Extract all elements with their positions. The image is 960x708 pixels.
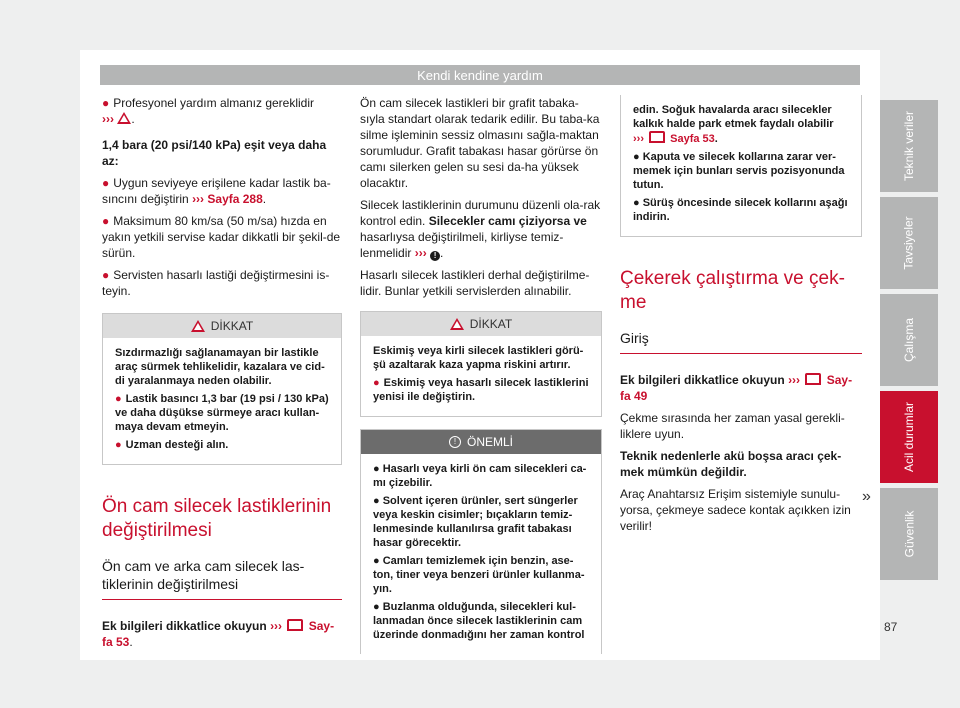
warning-box-header	[361, 312, 601, 336]
bullet-icon: ●	[633, 151, 640, 163]
arrows-icon: ›››	[633, 133, 644, 145]
paragraph: Ön cam silecek lastikleri bir grafit tabaka-sıyla standart olarak tedarik edilir. Bu taba-ka silme işleminin sessiz olmasını sağla-maktan sorumludur. Grafit tabakası hasar görürse ön camı silerken gelen su sesi da-ha yüksek olacaktır.	[360, 96, 600, 190]
arrows-icon: ›››	[270, 619, 283, 633]
continued-marker: »	[862, 488, 871, 505]
notice-box	[360, 429, 602, 654]
bullet-icon: ●	[115, 393, 122, 405]
warning-text: Eskimiş veya kirli silecek lastikleri görü-şü azaltarak kaza yapma riskini artırır.	[373, 345, 584, 371]
bullet-icon: ●	[102, 96, 110, 110]
tab-label: Acil durumlar	[902, 401, 916, 473]
warning-bullet	[115, 392, 331, 434]
notice-box-body	[361, 454, 601, 654]
notice-bullet	[373, 462, 591, 490]
notice-icon: !	[449, 436, 461, 448]
subsection-title: Giriş	[620, 329, 862, 354]
page-link[interactable]: Sayfa 53	[670, 133, 715, 145]
bullet-max-speed	[102, 213, 342, 261]
notice-bullet	[633, 196, 851, 224]
notice-bullet	[633, 150, 851, 192]
tab-label: Teknik veriler	[902, 110, 916, 182]
book-icon	[649, 131, 665, 143]
text: Solvent içeren ürünler, sert süngerler veya keskin cisimler; bıçakların temiz-lenmesinde kullanılırsa grafit tabakası hasar görecektir.	[373, 495, 578, 549]
warning-box	[360, 311, 602, 417]
text: Uzman desteği alın.	[125, 439, 229, 451]
text: Profesyonel yardım almanız gereklidir	[113, 96, 314, 110]
tab-calisma[interactable]	[880, 294, 938, 386]
paragraph: Teknik nedenlerle akü boşsa aracı çek-mek mümkün değildir.	[620, 449, 842, 479]
subsection-title: Ön cam ve arka cam silecek las-tiklerinin değiştirilmesi	[102, 557, 342, 600]
tab-acil-durumlar[interactable]	[880, 391, 938, 483]
notice-title: ÖNEMLİ	[466, 435, 513, 449]
warning-box	[102, 313, 342, 465]
text: Silecek lastiklerinin durumunu düzenli ola-rak kontrol edin.	[360, 198, 601, 228]
paragraph: Hasarlı silecek lastikleri derhal değiştirilme-lidir. Bunlar yetkili servislerden alınabilir.	[360, 268, 590, 298]
warning-box-header	[103, 314, 341, 338]
text: .	[129, 635, 133, 649]
text: Lastik basıncı 1,3 bar (19 psi / 130 kPa) ve daha düşükse sürmeye aracı kullan-maya devam etmeyin.	[115, 393, 329, 433]
text: hasarlıysa değiştirilmeli, kirliyse temiz-lenmelidir	[360, 230, 564, 260]
warning-icon	[191, 320, 205, 332]
reference-line	[620, 372, 862, 404]
paragraph	[360, 197, 602, 261]
bullet-adjust-pressure	[102, 175, 342, 207]
warning-title: DİKKAT	[469, 317, 513, 331]
notice-box-continued	[620, 95, 862, 237]
text: .	[714, 133, 718, 145]
tab-label: Tavsiyeler	[901, 216, 916, 270]
arrows-icon: ›››	[414, 246, 427, 260]
bullet-icon: ●	[633, 197, 640, 209]
text: Hasarlı veya kirli ön cam silecekleri ca-mı çizebilir.	[373, 463, 587, 489]
text: Camları temizlemek için benzin, ase-ton, tiner veya benzeri ürünler kullanma-yın.	[373, 555, 585, 595]
page-number: 87	[884, 620, 898, 634]
page-link[interactable]: Say-fa 49	[620, 373, 853, 403]
notice-bullet	[373, 600, 591, 642]
text: .	[131, 112, 135, 126]
bullet-professional-help	[102, 95, 342, 127]
text: Ek bilgileri dikkatlice okuyun	[102, 619, 267, 633]
text: Ek bilgileri dikkatlice okuyun	[620, 373, 785, 387]
warning-icon	[450, 318, 464, 330]
notice-continued	[633, 103, 851, 146]
header-title: Kendi kendine yardım	[417, 67, 543, 83]
book-icon	[805, 373, 821, 385]
page-header	[100, 65, 860, 85]
column-2	[360, 95, 602, 654]
tab-teknik-veriler[interactable]	[880, 100, 938, 192]
bullet-icon: ●	[373, 495, 380, 507]
warning-bullet	[373, 376, 591, 404]
tab-label: Güvenlik	[902, 510, 916, 558]
text: Eskimiş veya hasarlı silecek lastiklerini yenisi ile değiştirin.	[373, 377, 589, 403]
bullet-service	[102, 267, 342, 299]
info-icon[interactable]: !	[430, 251, 440, 261]
text: Silecekler camı çiziyorsa ve	[428, 214, 587, 228]
tab-tavsiyeler[interactable]	[880, 197, 938, 289]
reference-line	[102, 618, 342, 650]
warning-title: DİKKAT	[210, 319, 254, 333]
warning-box-body	[361, 336, 601, 416]
warning-bullet	[115, 438, 331, 452]
text: Uygun seviyeye erişilene kadar lastik ba-sıncını değiştirin	[102, 176, 331, 206]
text: .	[262, 192, 267, 206]
tab-label: Çalışma	[901, 317, 916, 363]
section-title: Ön cam silecek lastiklerinin değiştirilmesi	[102, 496, 332, 541]
arrows-icon: ›››	[788, 373, 801, 387]
text: Sürüş öncesinde silecek kollarını aşağı indirin.	[633, 197, 848, 223]
bullet-icon: ●	[373, 601, 380, 613]
bullet-icon: ●	[102, 176, 110, 190]
bullet-icon: ●	[373, 555, 380, 567]
arrows-icon: ›››	[192, 192, 205, 206]
pressure-heading: 1,4 bara (20 psi/140 kPa) eşit veya daha az:	[102, 138, 327, 168]
warning-text: Sızdırmazlığı sağlanamayan bir lastikle araç sürmek tehlikelidir, kazalara ve cid-di yaralanmaya neden olabilir.	[115, 347, 325, 387]
text: edin. Soğuk havalarda aracı silecekler kalkık halde park etmek faydalı olabilir	[633, 104, 834, 130]
text: Buzlanma olduğunda, silecekleri kul-lanmadan önce silecek lastiklerinin cam üzerinde donmadığını her zaman kontrol	[373, 601, 585, 641]
column-1	[102, 95, 342, 656]
text: Servisten hasarlı lastiği değiştirmesini is-teyin.	[102, 268, 330, 298]
bullet-icon: ●	[373, 463, 380, 475]
page-link[interactable]: Sayfa 288	[207, 192, 263, 206]
notice-box-header	[361, 430, 601, 454]
book-icon	[287, 619, 303, 631]
text: Maksimum 80 km/sa (50 m/sa) hızda en yakın yetkili servise kadar dikkatli bir şekil-de sürün.	[102, 214, 341, 260]
text: Kaputa ve silecek kollarına zarar ver-memek için bunları servis pozisyonunda tutun.	[633, 151, 845, 191]
paragraph: Araç Anahtarsız Erişim sistemiyle sunulu-yorsa, çekmeye sadece kontak açıkken izin verilir!	[620, 487, 851, 533]
tab-guvenlik[interactable]	[880, 488, 938, 580]
notice-bullet	[373, 554, 591, 596]
bullet-icon: ●	[115, 439, 122, 451]
column-3	[620, 95, 862, 540]
arrows-icon: ›››	[102, 112, 114, 126]
text: .	[440, 246, 444, 260]
paragraph: Çekme sırasında her zaman yasal gerekli-liklere uyun.	[620, 411, 845, 441]
notice-bullet	[373, 494, 591, 550]
warning-box-body	[103, 338, 341, 464]
bullet-icon: ●	[373, 377, 380, 389]
warning-icon[interactable]	[117, 112, 131, 124]
notice-box-body	[621, 95, 861, 236]
bullet-icon: ●	[102, 214, 110, 228]
bullet-icon: ●	[102, 268, 110, 282]
section-title: Çekerek çalıştırma ve çek-me	[620, 268, 845, 313]
page-link[interactable]: Say-fa 53	[102, 619, 335, 649]
